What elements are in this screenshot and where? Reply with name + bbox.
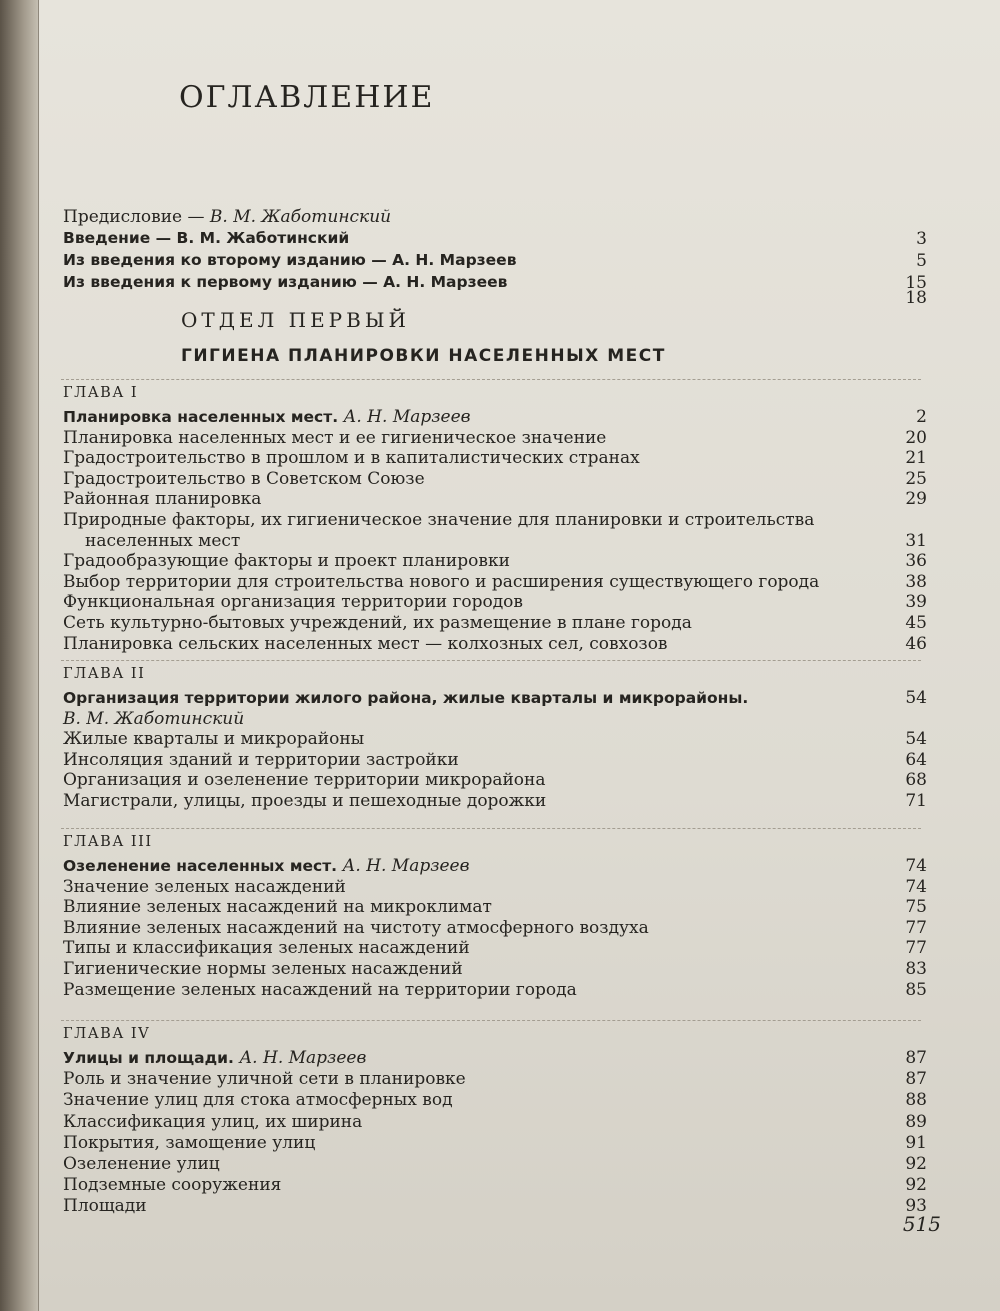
section-title: ОТДЕЛ ПЕРВЫЙ bbox=[181, 308, 410, 332]
chapter-title-line bbox=[39, 688, 1000, 710]
toc-entry bbox=[39, 1154, 1000, 1176]
entry-text: Организация и озеленение территории микрорайона bbox=[63, 770, 546, 791]
toc-entry bbox=[39, 938, 1000, 960]
page-number: 2 bbox=[916, 407, 927, 427]
chapter-author-line bbox=[39, 709, 1000, 731]
entry-text: Влияние зеленых насаждений на микроклимат bbox=[63, 897, 492, 918]
toc-entry bbox=[39, 918, 1000, 940]
entry-text: Подземные сооружения bbox=[63, 1175, 282, 1196]
page-number: 39 bbox=[905, 592, 927, 613]
chapter-label bbox=[39, 666, 1000, 688]
entry-text: Размещение зеленых насаждений на территории города bbox=[63, 979, 577, 1000]
chapter-title: Улицы и площади. bbox=[63, 1049, 234, 1067]
chapter-label bbox=[39, 385, 1000, 407]
page-number: 15 bbox=[905, 273, 927, 293]
chapter-divider bbox=[61, 1020, 921, 1021]
toc-entry bbox=[39, 1175, 1000, 1197]
page-number: 3 bbox=[916, 229, 927, 249]
toc-entry bbox=[39, 791, 1000, 813]
chapter-author: А. Н. Марзеев bbox=[342, 856, 470, 876]
entry-text: Значение улиц для стока атмосферных вод bbox=[63, 1090, 453, 1111]
toc-entry bbox=[39, 1133, 1000, 1155]
entry-text: Роль и значение уличной сети в планировке bbox=[63, 1069, 466, 1090]
entry-text: Гигиенические нормы зеленых насаждений bbox=[63, 959, 463, 979]
page-number: 5 bbox=[916, 251, 927, 271]
entry-text: Введение — В. М. Жаботинский bbox=[63, 229, 350, 247]
page-number: 74 bbox=[905, 876, 927, 897]
toc-entry bbox=[39, 428, 1000, 450]
page-number: 29 bbox=[905, 489, 927, 510]
page-title: ОГЛАВЛЕНИЕ bbox=[179, 80, 435, 115]
page-number: 87 bbox=[905, 1069, 927, 1090]
chapter-label-text: ГЛАВА II bbox=[63, 666, 146, 682]
page-number: 25 bbox=[905, 468, 927, 489]
entry-text: Значение зеленых насаждений bbox=[63, 876, 346, 897]
toc-entry bbox=[39, 897, 1000, 919]
chapter-label-text: ГЛАВА III bbox=[63, 834, 153, 850]
entry-text: Выбор территории для строительства нового и расширения существующего города bbox=[63, 571, 820, 592]
book-page bbox=[38, 0, 1000, 1311]
toc-entry-second-edition bbox=[39, 251, 1000, 273]
entry-text: Инсоляция зданий и территории застройки bbox=[63, 749, 459, 770]
toc-entry bbox=[39, 959, 1000, 981]
entry-text: Планировка сельских населенных мест — колхозных сел, совхозов bbox=[63, 633, 668, 654]
section-subtitle: ГИГИЕНА ПЛАНИРОВКИ НАСЕЛЕННЫХ МЕСТ bbox=[181, 346, 666, 366]
chapter-title: Организация территории жилого района, жилые кварталы и микрорайоны. bbox=[63, 689, 749, 707]
page-number: 83 bbox=[905, 959, 927, 979]
chapter-title: Планировка населенных мест. bbox=[63, 408, 339, 426]
toc-entry bbox=[39, 489, 1000, 511]
entry-text: Типы и классификация зеленых насаждений bbox=[63, 938, 470, 959]
entry-text: Предисловие — bbox=[63, 207, 210, 227]
chapter-title-line bbox=[39, 407, 1000, 429]
chapter-divider bbox=[61, 828, 921, 829]
chapter-title-line bbox=[39, 1048, 1000, 1070]
entry-text: Природные факторы, их гигиеническое значение для планировки и строительства bbox=[63, 510, 815, 530]
toc-entry bbox=[39, 1090, 1000, 1112]
page-number: 71 bbox=[905, 791, 927, 811]
entry-text: Функциональная организация территории городов bbox=[63, 592, 523, 613]
chapter-title: Озеленение населенных мест. bbox=[63, 857, 338, 875]
page-number: 18 bbox=[905, 288, 927, 308]
page-number: 75 bbox=[905, 897, 927, 918]
entry-text: Планировка населенных мест и ее гигиеническое значение bbox=[63, 427, 607, 448]
page-number: 54 bbox=[905, 729, 927, 750]
toc-entry bbox=[39, 531, 1000, 553]
chapter-author: А. Н. Марзеев bbox=[343, 407, 471, 427]
entry-text: Покрытия, замощение улиц bbox=[63, 1132, 316, 1153]
page-number: 77 bbox=[905, 917, 927, 938]
entry-text: Площади bbox=[63, 1196, 147, 1217]
toc-entry bbox=[39, 592, 1000, 614]
toc-entry bbox=[39, 448, 1000, 470]
page-number: 85 bbox=[905, 979, 927, 1000]
chapter-label bbox=[39, 834, 1000, 856]
page-number: 45 bbox=[905, 613, 927, 633]
toc-entry bbox=[39, 572, 1000, 594]
entry-text: Градостроительство в Советском Союзе bbox=[63, 468, 425, 489]
entry-text: Магистрали, улицы, проезды и пешеходные дорожки bbox=[63, 791, 547, 811]
toc-entry bbox=[39, 510, 1000, 532]
toc-entry bbox=[39, 1196, 1000, 1218]
entry-text: Градостроительство в прошлом и в капиталистических странах bbox=[63, 448, 640, 469]
toc-entry bbox=[39, 1112, 1000, 1134]
page-number: 36 bbox=[905, 551, 927, 572]
entry-text: Классификация улиц, их ширина bbox=[63, 1111, 363, 1132]
toc-entry bbox=[39, 634, 1000, 656]
page-number: 68 bbox=[905, 770, 927, 791]
page-number: 93 bbox=[905, 1196, 927, 1217]
toc-entry-introduction bbox=[39, 229, 1000, 251]
entry-author: В. М. Жаботинский bbox=[209, 207, 392, 227]
page-folio: 515 bbox=[902, 1212, 941, 1236]
page-number: 64 bbox=[905, 749, 927, 770]
chapter-label-text: ГЛАВА I bbox=[63, 385, 139, 401]
page-number: 91 bbox=[905, 1132, 927, 1153]
chapter-author: А. Н. Марзеев bbox=[239, 1048, 367, 1068]
page-number: 87 bbox=[905, 1048, 927, 1068]
toc-entry bbox=[39, 770, 1000, 792]
page-number: 92 bbox=[905, 1154, 927, 1174]
chapter-title-line bbox=[39, 856, 1000, 878]
toc-entry bbox=[39, 877, 1000, 899]
toc-entry bbox=[39, 1069, 1000, 1091]
page-number: 20 bbox=[905, 427, 927, 448]
entry-text: населенных мест bbox=[85, 530, 241, 551]
entry-text: Из введения к первому изданию — А. Н. Марзеев bbox=[63, 273, 508, 291]
page-number: 21 bbox=[905, 448, 927, 469]
entry-text: Озеленение улиц bbox=[63, 1154, 220, 1174]
page-number: 89 bbox=[905, 1111, 927, 1132]
toc-entry-orphan-page bbox=[39, 288, 1000, 310]
toc-entry-preface bbox=[39, 207, 1000, 229]
entry-text: Из введения ко второму изданию — А. Н. Марзеев bbox=[63, 251, 517, 269]
chapter-author: В. М. Жаботинский bbox=[63, 708, 245, 729]
chapter-label bbox=[39, 1026, 1000, 1048]
page-number: 88 bbox=[905, 1090, 927, 1111]
page-number: 46 bbox=[905, 633, 927, 654]
toc-entry bbox=[39, 729, 1000, 751]
toc-entry bbox=[39, 613, 1000, 635]
chapter-divider bbox=[61, 660, 921, 661]
page-number: 31 bbox=[905, 530, 927, 551]
toc-entry bbox=[39, 551, 1000, 573]
chapter-label-text: ГЛАВА IV bbox=[63, 1026, 151, 1042]
page-number: 77 bbox=[905, 938, 927, 959]
toc-entry bbox=[39, 980, 1000, 1002]
entry-text: Влияние зеленых насаждений на чистоту атмосферного воздуха bbox=[63, 917, 649, 938]
entry-text: Жилые кварталы и микрорайоны bbox=[63, 729, 365, 750]
entry-text: Районная планировка bbox=[63, 489, 262, 510]
entry-text: Сеть культурно-бытовых учреждений, их размещение в плане города bbox=[63, 613, 692, 633]
chapter-divider bbox=[61, 379, 921, 380]
toc-entry bbox=[39, 750, 1000, 772]
page-number: 92 bbox=[905, 1175, 927, 1196]
page-number: 38 bbox=[905, 571, 927, 592]
page-number: 54 bbox=[905, 688, 927, 708]
toc-entry bbox=[39, 469, 1000, 491]
page-number: 74 bbox=[905, 856, 927, 876]
entry-text: Градообразующие факторы и проект планировки bbox=[63, 551, 510, 572]
